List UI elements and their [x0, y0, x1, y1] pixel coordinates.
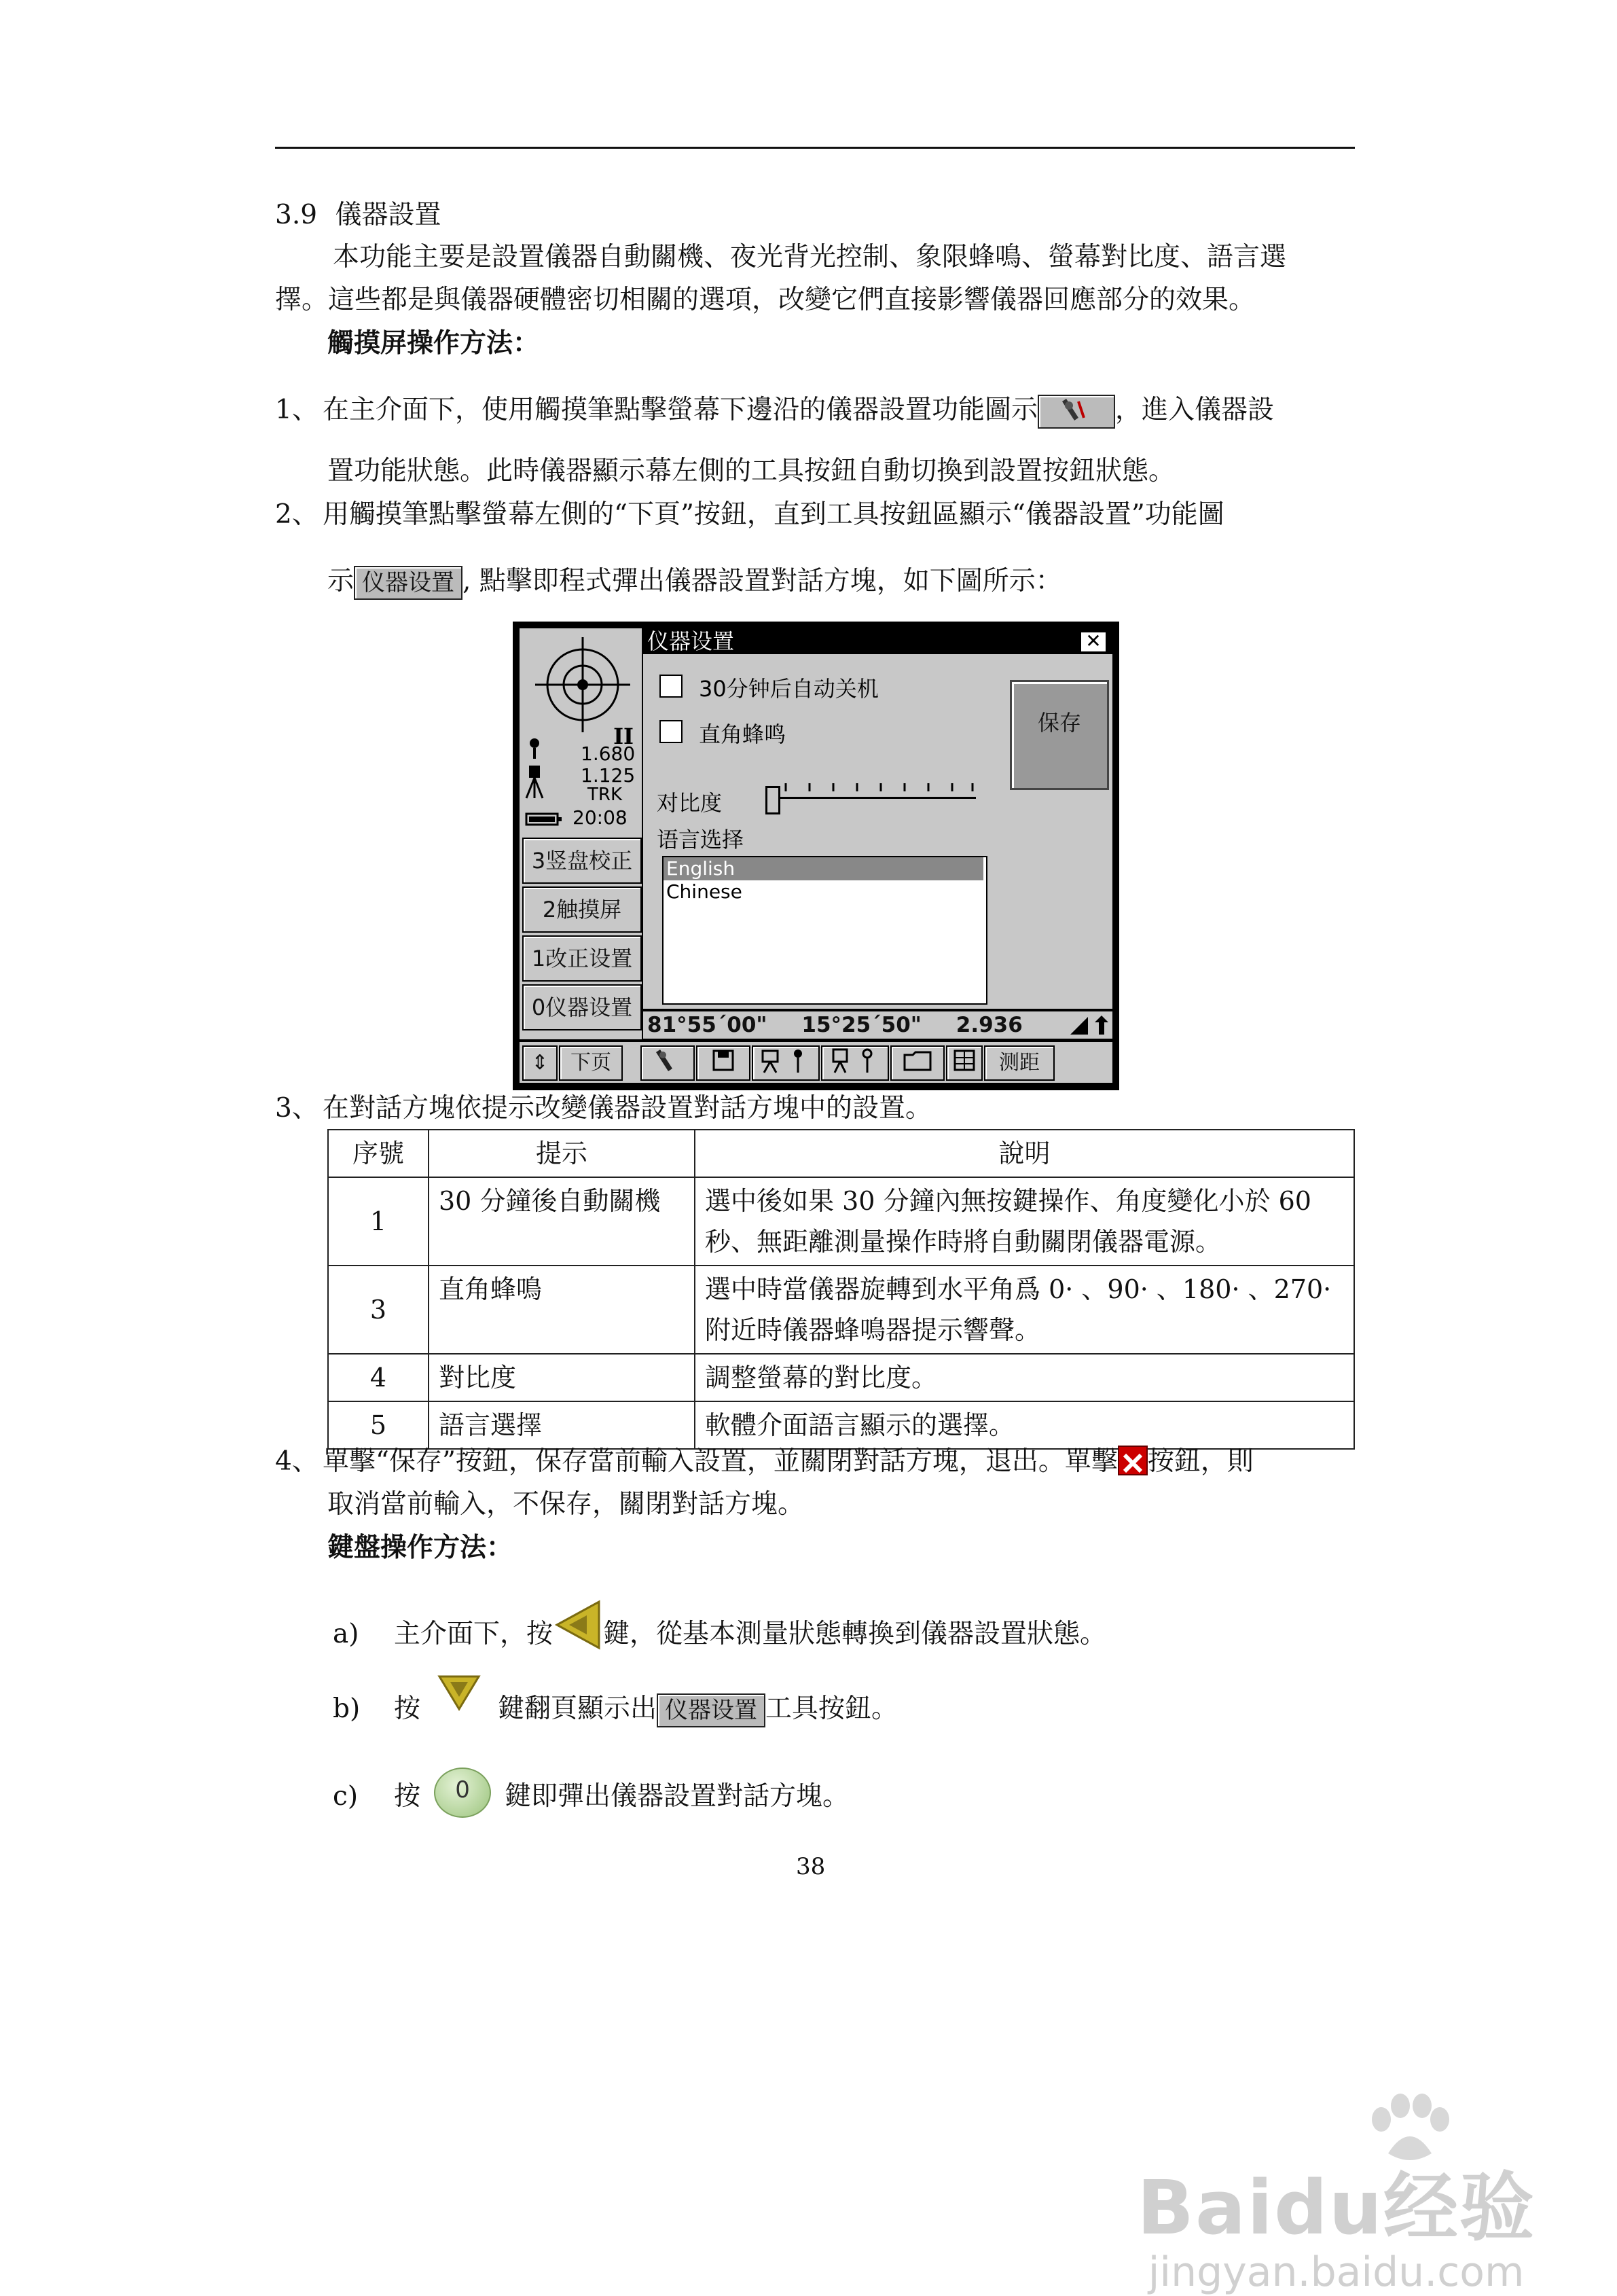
kb-step-b-text-3: 工具按鈕。: [765, 1693, 898, 1724]
touch-heading: 觸摸屏操作方法：: [327, 327, 540, 359]
table-header-desc: 說明: [695, 1130, 1354, 1177]
row-desc-line: 選中時當儀器旋轉到水平角爲 0· 、90· 、180· 、270·: [705, 1274, 1332, 1304]
row-desc: [695, 1266, 1354, 1354]
table-row: [328, 1177, 1354, 1266]
tool-folder-icon[interactable]: [890, 1045, 945, 1081]
table-header-no: 序號: [328, 1130, 429, 1177]
tool-save-icon[interactable]: [696, 1045, 750, 1081]
baidu-watermark: [1137, 2092, 1536, 2296]
tool-settings-icon[interactable]: [640, 1045, 695, 1081]
step-2-text-a: 用觸摸筆點擊螢幕左側的“下頁”按鈕，直到工具按鈕區顯示“儀器設置”功能圖: [323, 499, 1224, 530]
watermark-url: jingyan.baidu.com: [1148, 2248, 1525, 2296]
kb-step-c-label: c): [333, 1781, 359, 1812]
kb-step-a: [333, 1603, 1106, 1668]
step-4-cont: 取消當前輸入，不保存，關閉對話方塊。: [327, 1489, 805, 1520]
row-desc: [695, 1177, 1354, 1266]
tool-grid-icon[interactable]: [946, 1045, 983, 1081]
distance-readout: 2.936: [956, 1013, 1023, 1037]
step-3: [275, 1087, 932, 1130]
contrast-ticks: [772, 779, 976, 793]
kb-step-a-text-2: 鍵，從基本測量狀態轉換到儀器設置狀態。: [603, 1619, 1107, 1649]
language-list[interactable]: [662, 856, 987, 1005]
device-screenshot: [513, 622, 1119, 1090]
row-number: 3: [328, 1266, 429, 1354]
right-angle-beep-checkbox[interactable]: [659, 720, 683, 743]
table-row: [328, 1266, 1354, 1354]
battery-icon: [525, 812, 563, 827]
bottom-toolbar: [520, 1041, 1112, 1083]
kb-step-a-text-1: 主介面下，按: [394, 1619, 553, 1649]
intro-line-1: 本功能主要是設置儀器自動關機、夜光背光控制、象限蜂鳴、螢幕對比度、語言選: [333, 242, 1287, 272]
intro-line-2: 擇。這些都是與儀器硬體密切相關的選項，改變它們直接影響儀器回應部分的效果。: [275, 285, 1256, 315]
status-bar: [643, 1010, 1112, 1039]
row-desc: 調整螢幕的對比度。: [695, 1354, 1354, 1401]
row-number: 5: [328, 1401, 429, 1449]
step-2-cont: [327, 560, 1062, 603]
step-1: [275, 389, 1274, 432]
table-row: [328, 1354, 1354, 1401]
kb-step-c-text-1: 按: [394, 1781, 421, 1812]
row-hint: 30 分鐘後自動關機: [429, 1177, 695, 1266]
step-4-text-b: 按鈕，則: [1147, 1446, 1254, 1477]
page-number: 38: [796, 1853, 826, 1880]
tool-measure-distance-button[interactable]: 测距: [984, 1045, 1055, 1081]
instrument-settings-toolbar-button-2[interactable]: 仪器设置: [657, 1693, 765, 1727]
step-2: [275, 493, 1224, 537]
close-x-icon[interactable]: [1118, 1446, 1148, 1475]
left-button-4[interactable]: 0仪器设置: [522, 984, 642, 1030]
instrument-settings-toolbar-button[interactable]: 仪器设置: [354, 566, 462, 600]
section-number: 3.9: [275, 200, 318, 230]
left-button-2[interactable]: 2触摸屏: [522, 886, 642, 933]
step-3-number: 3、: [275, 1093, 319, 1124]
kb-step-c-text-2: 鍵即彈出儀器設置對話方塊。: [505, 1781, 850, 1812]
row-hint: 對比度: [429, 1354, 695, 1401]
language-option-chinese[interactable]: Chinese: [666, 880, 742, 903]
kb-step-b-text-1: 按: [394, 1693, 421, 1724]
step-1-text-b: ，進入儀器設: [1115, 395, 1275, 425]
watermark-logo: Baidu经验: [1137, 2164, 1536, 2251]
row-desc-line: 附近時儀器蜂鳴器提示響聲。: [705, 1315, 1041, 1345]
row-hint: 直角蜂鳴: [429, 1266, 695, 1354]
signal-icon: [1068, 1014, 1108, 1036]
crosshair-icon: [532, 634, 634, 736]
nav-arrow-button[interactable]: ⇕: [522, 1045, 558, 1081]
instrument-settings-icon[interactable]: [1038, 395, 1115, 429]
step-2-number: 2、: [275, 499, 319, 530]
dialog-title: 仪器设置: [643, 628, 1112, 654]
right-angle-beep-label: 直角蜂鸣: [699, 721, 786, 747]
kb-step-b-label: b): [333, 1693, 361, 1724]
table-header-hint: 提示: [429, 1130, 695, 1177]
paw-icon: [1361, 2092, 1456, 2167]
step-3-text: 在對話方塊依提示改變儀器設置對話方塊中的設置。: [323, 1093, 932, 1124]
tool-survey-icon[interactable]: [752, 1045, 820, 1081]
track-mode-readout: TRK: [587, 785, 622, 805]
section-title: 儀器設置: [335, 200, 441, 230]
step-1-text-a: 在主介面下，使用觸摸筆點擊螢幕下邊沿的儀器設置功能圖示: [323, 395, 1038, 425]
tripod-icon: [524, 764, 545, 800]
height-readout-1: 1.680: [581, 742, 636, 765]
step-1-cont: 置功能狀態。此時儀器顯示幕左側的工具按鈕自動切換到設置按鈕狀態。: [327, 456, 1176, 486]
row-desc-line: 選中後如果 30 分鐘內無按鍵操作、角度變化小於 60: [705, 1186, 1311, 1216]
step-2-text-c: , 點擊即程式彈出儀器設置對話方塊，如下圖所示：: [462, 566, 1062, 596]
settings-table: [327, 1129, 1355, 1450]
kb-step-c: [333, 1773, 849, 1823]
left-button-1[interactable]: 3竖盘校正: [522, 838, 642, 884]
contrast-label: 对比度: [657, 790, 723, 816]
left-button-3[interactable]: 1改正设置: [522, 935, 642, 982]
prism-icon: [525, 737, 544, 759]
step-4-text-a: 單擊“保存”按鈕，保存當前輸入設置，並關閉對話方塊，退出。單擊: [323, 1446, 1118, 1477]
auto-off-label: 30分钟后自动关机: [699, 676, 879, 702]
settings-dialog: [643, 628, 1112, 1009]
zero-key-icon[interactable]: 0: [434, 1768, 491, 1818]
contrast-slider-track[interactable]: [772, 797, 976, 799]
clock-readout: 20:08: [573, 806, 628, 829]
row-desc-line: 秒、無距離測量操作時將自動關閉儀器電源。: [705, 1227, 1222, 1257]
table-header-row: [328, 1130, 1354, 1177]
language-label: 语言选择: [657, 827, 744, 853]
step-4-number: 4、: [275, 1446, 319, 1477]
close-icon[interactable]: ✕: [1080, 631, 1107, 653]
height-readout-2: 1.125: [581, 764, 636, 787]
kb-step-b-text-2: 鍵翻頁顯示出: [498, 1693, 657, 1724]
row-number: 4: [328, 1354, 429, 1401]
down-arrow-key-icon[interactable]: [437, 1674, 482, 1725]
mode-readout: II: [613, 723, 634, 749]
step-1-number: 1、: [275, 395, 319, 425]
contrast-slider-thumb[interactable]: [765, 786, 780, 814]
row-desc: 軟體介面語言顯示的選擇。: [695, 1401, 1354, 1449]
vertical-angle-readout: 81°55´00": [647, 1013, 767, 1037]
next-page-button[interactable]: 下页: [559, 1045, 623, 1081]
tool-station-icon[interactable]: [821, 1045, 889, 1081]
step-4: [275, 1440, 1254, 1484]
horizontal-angle-readout: 15°25´50": [801, 1013, 922, 1037]
device-left-panel: [520, 628, 642, 1039]
row-hint: 語言選擇: [429, 1401, 695, 1449]
save-button[interactable]: 保存: [1010, 680, 1109, 790]
keyboard-heading: 鍵盤操作方法：: [327, 1532, 513, 1563]
left-arrow-key-icon[interactable]: [553, 1599, 603, 1664]
auto-off-checkbox[interactable]: [659, 675, 683, 698]
language-option-english[interactable]: English: [664, 857, 983, 880]
kb-step-a-label: a): [333, 1619, 359, 1649]
row-number: 1: [328, 1177, 429, 1266]
step-2-text-b: 示: [327, 566, 355, 596]
header-rule: [275, 147, 1355, 149]
section-heading: [275, 194, 441, 237]
kb-step-b: [333, 1685, 898, 1736]
